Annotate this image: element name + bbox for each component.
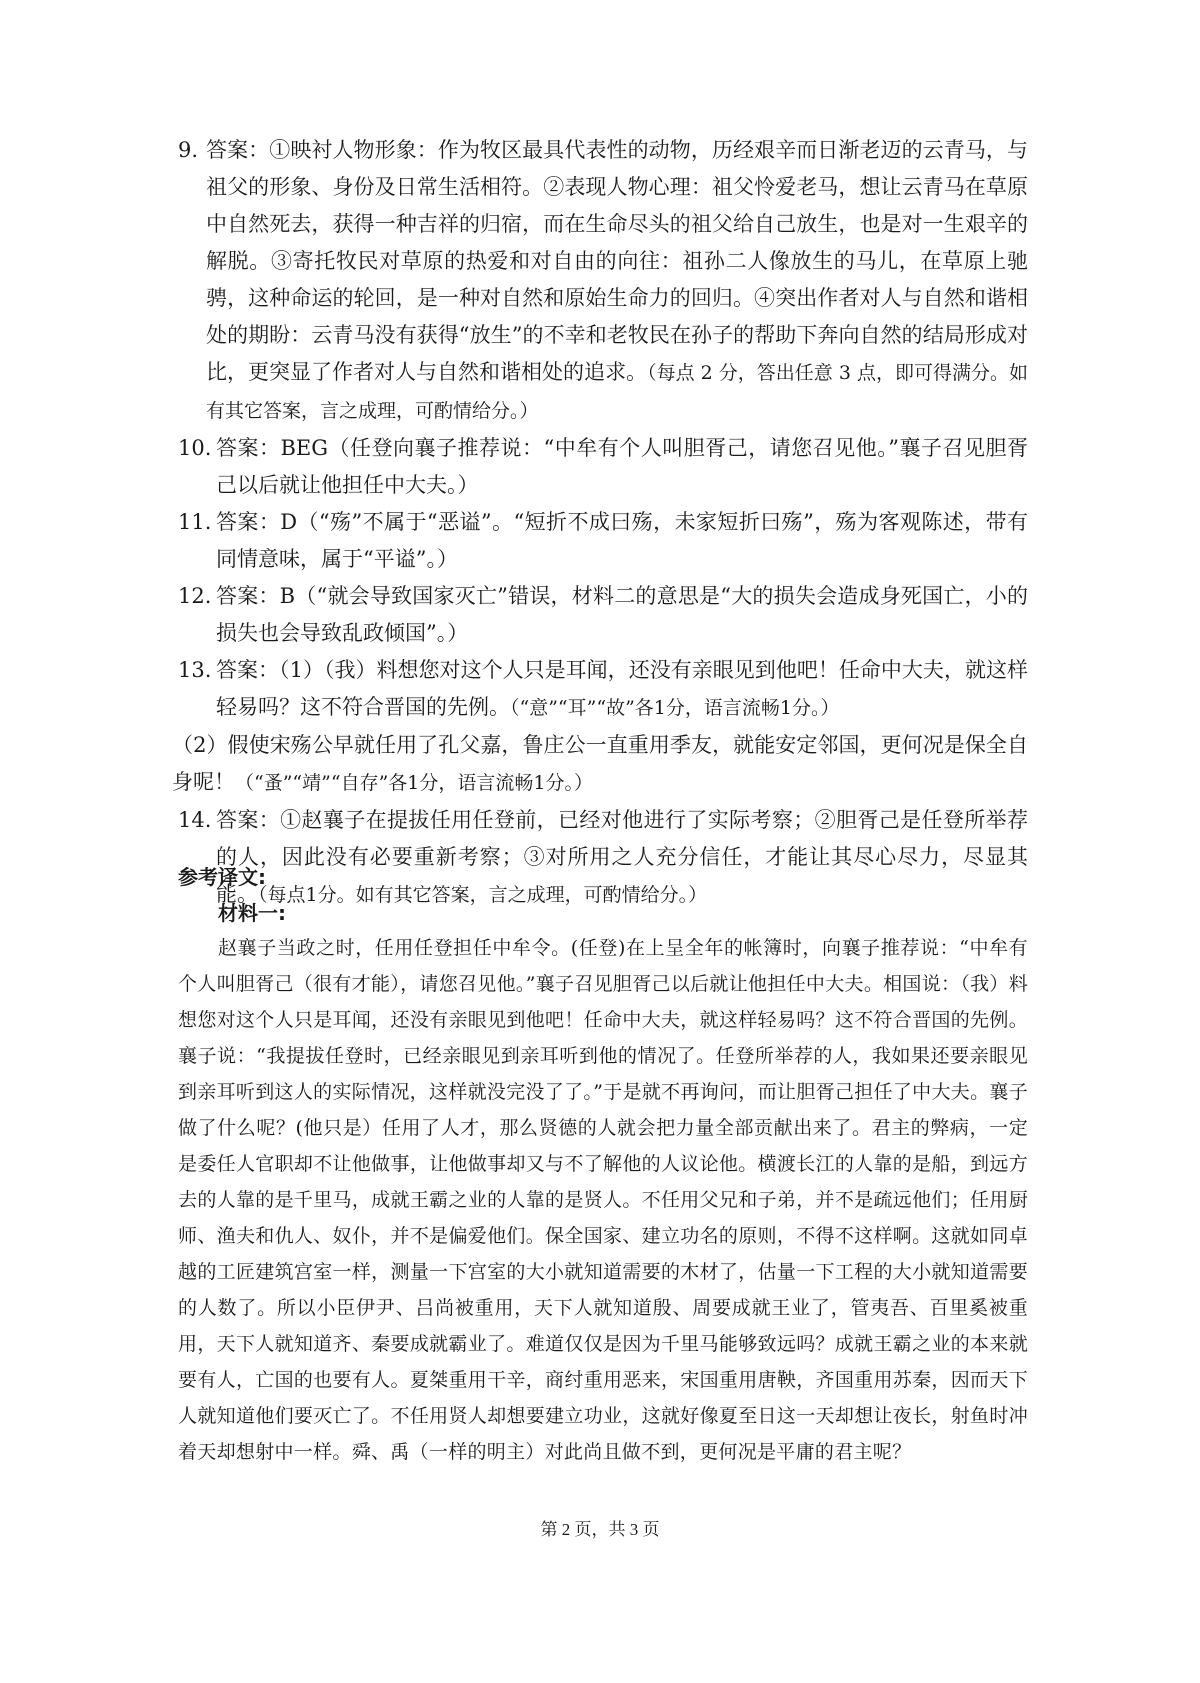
answer-item-14 bbox=[178, 802, 1028, 914]
answer-body bbox=[206, 132, 1028, 430]
answer-list bbox=[172, 132, 1028, 914]
scoring-note: （每点1分。如有其它答案，言之成理，可酌情给分。） bbox=[258, 884, 708, 906]
answer-text: （2）假使宋殇公早就任用了孔父嘉，鲁庄公一直重用季友，就能安定邻国，更何况是保全自身呢！ bbox=[172, 733, 1028, 794]
answer-text: 答案：（1）（我）料想您对这个人只是耳闻，还没有亲眼见到他吧！任命中大夫，就这样轻易吗？这不符合晋国的先例。 bbox=[216, 658, 1028, 719]
answer-body bbox=[216, 430, 1028, 504]
answer-text: 答案：B（“就会导致国家灭亡”错误，材料二的意思是“大的损失会造成身死国亡，小的损失也会导致乱政倾国”。） bbox=[216, 584, 1028, 645]
answer-body bbox=[216, 578, 1028, 652]
answer-item-10 bbox=[178, 430, 1028, 504]
material-one-title: 材料一: bbox=[218, 901, 286, 925]
answer-body bbox=[216, 652, 1028, 727]
answer-number: 10. bbox=[178, 436, 212, 460]
page-footer: 第 2 页，共 3 页 bbox=[540, 1520, 660, 1539]
answer-body bbox=[216, 802, 1028, 914]
answer-number: 13. bbox=[178, 658, 212, 682]
answer-text: 答案：D（“殇”不属于“恶谥”。“短折不成曰殇，未家短折曰殇”，殇为客观陈述，带有同情意味，属于“平谥”。） bbox=[216, 510, 1028, 571]
scoring-note: （“意”“耳”“故”各1分，语言流畅1分。） bbox=[510, 697, 840, 719]
answer-item-9 bbox=[178, 132, 1028, 430]
answer-item-13-part-2 bbox=[172, 727, 1028, 802]
answer-number: 14. bbox=[178, 808, 212, 832]
answer-item-13 bbox=[178, 652, 1028, 727]
answer-text: 答案：①赵襄子在提拔任用任登前，已经对他进行了实际考察；②胆胥己是任登所举荐的人，因此没有必要重新考察；③对所用之人充分信任，才能让其尽心尽力，尽显其能。 bbox=[216, 808, 1028, 906]
answer-text: 答案：①映衬人物形象：作为牧区最具代表性的动物，历经艰辛而日渐老迈的云青马，与祖父的形象、身份及日常生活相符。②表现人物心理：祖父怜爱老马，想让云青马在草原中自然死去，获得一种吉祥的归宿，而在生命尽头的祖父给自己放生，也是对一生艰辛的解脱。③寄托牧民对草原的热爱和对自由的向往：祖孙二人像放生的马儿，在草原上驰骋，这种命运的轮回，是一种对自然和原始生命力的回归。④突出作者对人与自然和谐相处的期盼：云青马没有获得“放生”的不幸和老牧民在孙子的帮助下奔向自然的结局形成对比，更突显了作者对人与自然和谐相处的追求。 bbox=[206, 138, 1028, 384]
answer-number: 12. bbox=[178, 584, 212, 608]
reference-translation-title: 参考译文: bbox=[178, 865, 266, 889]
answer-item-11 bbox=[178, 504, 1028, 578]
answer-body bbox=[216, 504, 1028, 578]
answer-number: 9. bbox=[178, 138, 199, 162]
scoring-note: （每点 2 分，答出任意 3 点，即可得满分。如有其它答案，言之成理，可酌情给分。） bbox=[206, 362, 1028, 422]
scoring-note: （“蚤”“靖”“自存”各1分，语言流畅1分。） bbox=[235, 772, 593, 794]
answer-text: 答案：BEG（任登向襄子推荐说：“中牟有个人叫胆胥己，请您召见他。”襄子召见胆胥己以后就让他担任中大夫。） bbox=[216, 436, 1028, 497]
answer-item-12 bbox=[178, 578, 1028, 652]
answer-number: 11. bbox=[178, 510, 212, 534]
translation-paragraph: 赵襄子当政之时，任用任登担任中牟令。(任登)在上呈全年的帐簿时，向襄子推荐说：“中牟有个人叫胆胥己（很有才能），请您召见他。”襄子召见胆胥己以后就让他担任中大夫。相国说：（我）料想您对这个人只是耳闻，还没有亲眼见到他吧！任命中大夫，就这样轻易吗？这不符合晋国的先例。襄子说：“我提拔任登时，已经亲眼见到亲耳听到他的情况了。任登所举荐的人，我如果还要亲眼见到亲耳听到这人的实际情况，这样就没完没了了。”于是就不再询问，而让胆胥己担任了中大夫。襄子做了什么呢？(他只是）任用了人才，那么贤德的人就会把力量全部贡献出来了。君主的弊病，一定是委任人官职却不让他做事，让他做事却又与不了解他的人议论他。横渡长江的人靠的是船，到远方去的人靠的是千里马，成就王霸之业的人靠的是贤人。不任用父兄和子弟，并不是疏远他们；任用厨师、渔夫和仇人、奴仆，并不是偏爱他们。保全国家、建立功名的原则，不得不这样啊。这就如同卓越的工匠建筑宫室一样，测量一下宫室的大小就知道需要的木材了，估量一下工程的大小就知道需要的人数了。所以小臣伊尹、吕尚被重用，天下人就知道殷、周要成就王业了，管夷吾、百里奚被重用，天下人就知道齐、秦要成就霸业了。难道仅仅是因为千里马能够致远吗？成就王霸之业的本来就要有人，亡国的也要有人。夏桀重用干辛，商纣重用恶来，宋国重用唐鞅，齐国重用苏秦，因而天下人就知道他们要灭亡了。不任用贤人却想要建立功业，这就好像夏至日这一天却想让夜长，射鱼时冲着天却想射中一样。舜、禹（一样的明主）对此尚且做不到，更何况是平庸的君主呢？ bbox=[178, 937, 1029, 1463]
